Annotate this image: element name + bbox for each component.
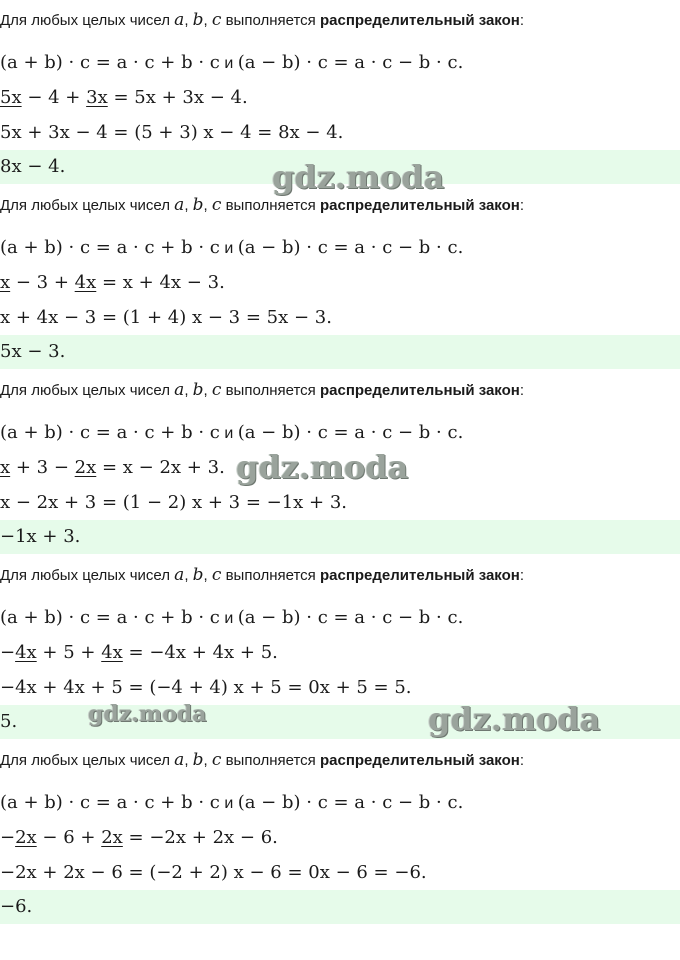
law-formula (0, 48, 463, 78)
var-c: c (211, 565, 222, 585)
intro-prefix: Для любых целых чисел (0, 752, 175, 769)
intro-sep: , (184, 197, 193, 214)
intro-sep: , (203, 752, 212, 769)
reorder-line (0, 638, 278, 668)
law-formula (0, 788, 463, 818)
intro-sep: , (184, 752, 193, 769)
intro-prefix: Для любых целых чисел (0, 382, 175, 399)
intro-middle: выполняется (221, 567, 320, 584)
var-a: a (174, 195, 185, 215)
underlined-term: 4x (101, 642, 123, 663)
term-middle: − 3 + (10, 272, 75, 293)
law-formula-conj: и (219, 795, 238, 812)
law-formula (0, 233, 463, 263)
law-formula-left: (a + b) · c = a · c + b · c (0, 237, 220, 258)
term-rest: = −4x + 4x + 5. (122, 642, 278, 663)
intro-middle: выполняется (221, 382, 320, 399)
compute-line: x + 4x − 3 = (1 + 4) x − 3 = 5x − 3. (0, 307, 332, 328)
var-c: c (211, 10, 222, 30)
intro-colon: : (519, 382, 525, 399)
intro-prefix: Для любых целых чисел (0, 567, 175, 584)
answer-band: −6. (0, 890, 680, 924)
var-b: b (192, 10, 204, 30)
intro-middle: выполняется (221, 197, 320, 214)
underlined-term: 4x (74, 272, 97, 293)
term-rest: = x − 2x + 3. (96, 457, 225, 478)
compute-line: −2x + 2x − 6 = (−2 + 2) x − 6 = 0x − 6 = −6. (0, 862, 427, 883)
var-c: c (211, 195, 222, 215)
underlined-term: 2x (15, 827, 37, 848)
intro-sep: , (203, 12, 212, 29)
term-sign: − (0, 827, 16, 848)
watermark-logo: gdz.moda (236, 448, 409, 486)
term-rest: = x + 4x − 3. (96, 272, 225, 293)
intro-colon: : (519, 752, 525, 769)
law-formula-right: (a − b) · c = a · c − b · c. (237, 607, 464, 628)
var-b: b (192, 750, 204, 770)
term-rest: = 5x + 3x − 4. (107, 87, 248, 108)
reorder-line (0, 268, 225, 298)
intro-sep: , (184, 567, 193, 584)
underlined-term: 4x (15, 642, 37, 663)
law-formula-left: (a + b) · c = a · c + b · c (0, 792, 220, 813)
var-a: a (174, 565, 185, 585)
underlined-term: 2x (74, 457, 97, 478)
var-a: a (174, 10, 185, 30)
var-a: a (174, 750, 185, 770)
var-b: b (192, 380, 204, 400)
underlined-term: x (0, 272, 11, 293)
intro-sep: , (184, 382, 193, 399)
term-rest: = −2x + 2x − 6. (122, 827, 278, 848)
intro-text (0, 6, 524, 34)
distributive-law-label: распределительный закон (319, 382, 520, 399)
intro-text (0, 191, 524, 219)
underlined-term: 5x (0, 87, 22, 108)
law-formula-conj: и (219, 55, 238, 72)
intro-middle: выполняется (221, 752, 320, 769)
intro-colon: : (519, 197, 525, 214)
intro-prefix: Для любых целых чисел (0, 197, 175, 214)
var-b: b (192, 195, 204, 215)
term-middle: − 6 + (36, 827, 102, 848)
law-formula-right: (a − b) · c = a · c − b · c. (237, 52, 464, 73)
intro-colon: : (519, 567, 525, 584)
intro-text (0, 561, 524, 589)
var-c: c (211, 750, 222, 770)
distributive-law-label: распределительный закон (319, 197, 520, 214)
intro-text (0, 376, 524, 404)
distributive-law-label: распределительный закон (319, 567, 520, 584)
law-formula-conj: и (219, 425, 238, 442)
var-c: c (211, 380, 222, 400)
intro-sep: , (203, 382, 212, 399)
distributive-law-label: распределительный закон (319, 12, 520, 29)
term-middle: − 4 + (21, 87, 87, 108)
watermark-logo: gdz.moda (88, 701, 207, 727)
intro-middle: выполняется (221, 12, 320, 29)
reorder-line (0, 823, 278, 853)
var-b: b (192, 565, 204, 585)
intro-sep: , (203, 567, 212, 584)
var-a: a (174, 380, 185, 400)
term-sign: − (0, 642, 16, 663)
intro-colon: : (519, 12, 525, 29)
answer-band: 5x − 3. (0, 335, 680, 369)
answer-band: −1x + 3. (0, 520, 680, 554)
law-formula-right: (a − b) · c = a · c − b · c. (237, 422, 464, 443)
answer-band: 5. (0, 705, 680, 739)
underlined-term: 2x (101, 827, 123, 848)
intro-text (0, 746, 524, 774)
answer-band: 8x − 4. (0, 150, 680, 184)
law-formula-left: (a + b) · c = a · c + b · c (0, 422, 220, 443)
law-formula-right: (a − b) · c = a · c − b · c. (237, 792, 464, 813)
law-formula-left: (a + b) · c = a · c + b · c (0, 52, 220, 73)
underlined-term: 3x (86, 87, 108, 108)
watermark-logo: gdz.moda (428, 700, 601, 738)
reorder-line (0, 83, 248, 113)
intro-sep: , (184, 12, 193, 29)
law-formula (0, 418, 463, 448)
compute-line: 5x + 3x − 4 = (5 + 3) x − 4 = 8x − 4. (0, 122, 344, 143)
compute-line: −4x + 4x + 5 = (−4 + 4) x + 5 = 0x + 5 = 5. (0, 677, 412, 698)
law-formula (0, 603, 463, 633)
law-formula-left: (a + b) · c = a · c + b · c (0, 607, 220, 628)
reorder-line (0, 453, 225, 483)
intro-prefix: Для любых целых чисел (0, 12, 175, 29)
watermark-logo: gdz.moda (272, 158, 445, 196)
compute-line: x − 2x + 3 = (1 − 2) x + 3 = −1x + 3. (0, 492, 348, 513)
underlined-term: x (0, 457, 11, 478)
intro-sep: , (203, 197, 212, 214)
law-formula-conj: и (219, 610, 238, 627)
distributive-law-label: распределительный закон (319, 752, 520, 769)
law-formula-conj: и (219, 240, 238, 257)
term-middle: + 5 + (36, 642, 102, 663)
law-formula-right: (a − b) · c = a · c − b · c. (237, 237, 464, 258)
term-middle: + 3 − (10, 457, 75, 478)
